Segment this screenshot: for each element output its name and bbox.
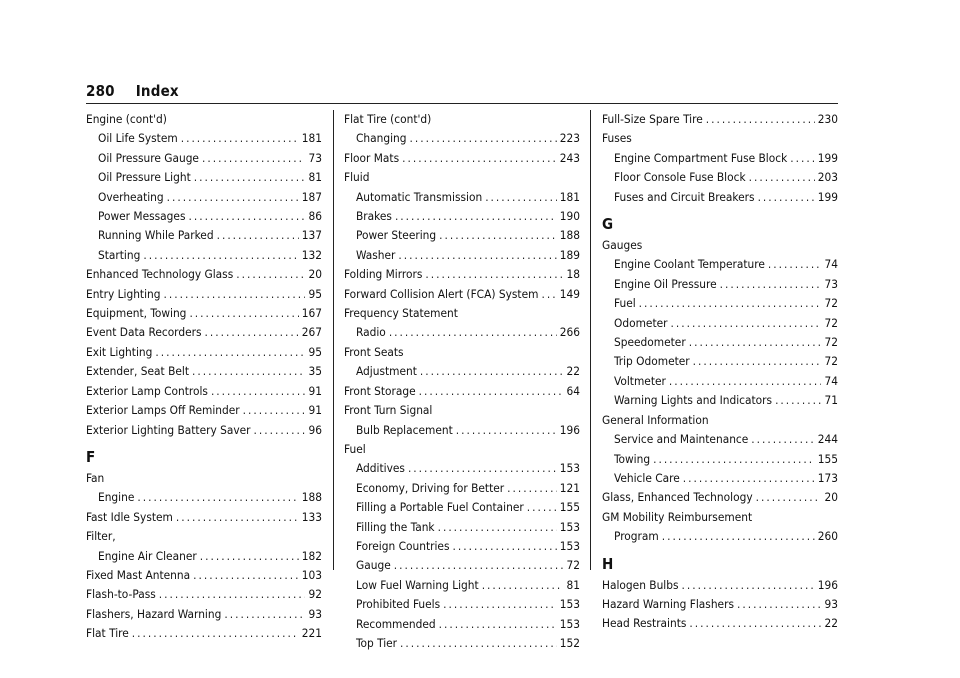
index-heading: Front Turn Signal [344,403,433,418]
entry-page-number[interactable]: 230 [817,112,838,126]
index-heading: Fluid [344,170,370,185]
dot-leader [205,323,299,342]
index-heading: Engine (cont'd) [86,112,167,126]
index-entry[interactable] [344,595,580,614]
entry-label: Economy, Driving for Better [356,480,505,495]
index-heading: Fuel [344,441,366,456]
index-column-1 [86,110,322,644]
index-entry[interactable] [602,110,838,129]
dot-leader [408,459,557,478]
entry-page-number[interactable]: 64 [566,383,580,398]
index-entry[interactable] [344,265,580,284]
dot-leader [689,333,822,352]
dot-leader [143,246,298,265]
dot-leader [541,285,556,304]
index-entry[interactable] [86,382,322,401]
entry-page-number[interactable]: 92 [308,587,322,602]
index-entry[interactable] [344,362,580,381]
entry-label: Prohibited Fuels [356,597,441,612]
entry-label: Exterior Lamp Controls [86,383,208,398]
page-number: 280 [86,82,115,100]
index-entry[interactable] [602,488,838,507]
entry-label: Head Restraints [602,616,687,631]
index-heading: Flat Tire (cont'd) [344,112,432,126]
entry-label: Power Steering [356,228,437,243]
index-entry[interactable] [344,129,580,148]
dot-leader [217,226,299,245]
entry-label: Fixed Mast Antenna [86,567,191,582]
dot-leader [189,304,298,323]
entry-page-number[interactable]: 260 [817,529,838,544]
entry-label: Oil Pressure Light [98,170,191,185]
dot-leader [164,285,306,304]
entry-label: Fuses and Circuit Breakers [614,189,755,204]
dot-leader [669,372,822,391]
entry-label: Vehicle Care [614,470,680,485]
entry-label: Halogen Bulbs [602,577,679,592]
dot-leader [400,634,557,653]
index-entry[interactable] [86,129,322,148]
index-heading: GM Mobility Reimbursement [602,509,753,524]
index-entry[interactable] [344,246,580,265]
entry-label: Engine Air Cleaner [98,548,197,563]
entry-label: Glass, Enhanced Technology [602,490,753,505]
section-letter: F [86,447,96,466]
entry-page-number[interactable]: 189 [559,247,580,262]
dot-leader [527,498,557,517]
entry-page-number[interactable]: 181 [301,131,322,146]
entry-label: Power Messages [98,209,186,224]
entry-label: Oil Life System [98,131,178,146]
entry-label: Running While Parked [98,228,214,243]
entry-page-number[interactable]: 137 [301,228,322,243]
entry-page-number[interactable]: 188 [301,490,322,505]
index-entry[interactable] [602,450,838,469]
index-entry[interactable] [86,401,322,420]
entry-label: Entry Lighting [86,286,161,301]
entry-label: Exit Lighting [86,344,153,359]
entry-page-number[interactable]: 244 [817,432,838,447]
entry-page-number[interactable]: 103 [301,567,322,582]
entry-label: Towing [614,451,651,466]
dot-leader [159,585,306,604]
dot-leader [507,479,557,498]
index-entry[interactable] [86,265,322,284]
entry-label: Engine [98,490,135,505]
dot-leader [758,188,815,207]
entry-label: Radio [356,325,386,340]
dot-leader [181,129,299,148]
entry-page-number[interactable]: 35 [308,364,322,379]
dot-leader [194,168,306,187]
dot-leader [236,265,305,284]
index-entry[interactable] [602,527,838,546]
dot-leader [453,537,557,556]
entry-page-number[interactable]: 152 [559,635,580,650]
entry-page-number[interactable]: 72 [566,558,580,573]
entry-label: Gauge [356,558,391,573]
entry-label: Extender, Seat Belt [86,364,189,379]
dot-leader [720,275,822,294]
entry-page-number[interactable]: 73 [824,276,838,291]
index-entry[interactable] [602,188,838,207]
dot-leader [389,323,557,342]
index-column-3 [602,110,838,634]
dot-leader [394,556,564,575]
entry-page-number[interactable]: 181 [559,189,580,204]
dot-leader [790,149,815,168]
entry-page-number[interactable]: 223 [559,131,580,146]
dot-leader [768,255,822,274]
entry-page-number[interactable]: 155 [817,451,838,466]
index-entry[interactable] [602,333,838,352]
dot-leader [737,595,822,614]
entry-page-number[interactable]: 22 [824,616,838,631]
index-entry[interactable] [602,275,838,294]
index-entry[interactable] [602,430,838,449]
entry-label: Flashers, Hazard Warning [86,606,222,621]
dot-leader [482,576,564,595]
entry-page-number[interactable]: 72 [824,335,838,350]
index-entry[interactable] [602,469,838,488]
dot-leader [671,314,822,333]
section-letter: G [602,215,614,234]
entry-page-number[interactable]: 96 [308,422,322,437]
entry-label: Adjustment [356,364,417,379]
entry-page-number[interactable]: 93 [308,606,322,621]
entry-page-number[interactable]: 266 [559,325,580,340]
dot-leader [775,391,821,410]
entry-page-number[interactable]: 196 [559,422,580,437]
entry-label: Changing [356,131,407,146]
index-entry[interactable] [86,547,322,566]
entry-label: Floor Console Fuse Block [614,170,746,185]
index-entry[interactable] [602,314,838,333]
index-entry[interactable] [344,226,580,245]
index-entry[interactable] [602,372,838,391]
entry-label: Flat Tire [86,626,129,641]
index-entry[interactable] [602,595,838,614]
entry-label: Engine Coolant Temperature [614,257,765,272]
entry-label: Enhanced Technology Glass [86,267,234,282]
entry-label: Starting [98,247,141,262]
index-entry[interactable] [602,576,838,595]
entry-label: Service and Maintenance [614,432,749,447]
entry-page-number[interactable]: 95 [308,344,322,359]
index-heading: Frequency Statement [344,306,458,321]
dot-leader [395,207,557,226]
index-entry[interactable] [602,294,838,313]
entry-page-number[interactable]: 74 [824,257,838,272]
entry-label: Top Tier [356,635,398,650]
dot-leader [689,614,821,633]
entry-page-number[interactable]: 182 [301,548,322,563]
entry-label: Odometer [614,315,668,330]
index-entry[interactable] [86,362,322,381]
entry-label: Exterior Lighting Battery Saver [86,422,251,437]
page-header [86,82,179,100]
dot-leader [756,488,822,507]
index-entry[interactable] [344,479,580,498]
dot-leader [188,207,305,226]
entry-label: Brakes [356,209,392,224]
index-entry[interactable] [344,207,580,226]
entry-page-number[interactable]: 71 [824,393,838,408]
entry-label: Engine Compartment Fuse Block [614,150,788,165]
entry-label: Front Storage [344,383,416,398]
entry-page-number[interactable]: 190 [559,209,580,224]
dot-leader [419,382,564,401]
index-entry[interactable] [86,246,322,265]
index-entry[interactable] [86,605,322,624]
entry-page-number[interactable]: 72 [824,354,838,369]
entry-page-number[interactable]: 199 [817,189,838,204]
entry-label: Forward Collision Alert (FCA) System [344,286,539,301]
entry-label: Trip Odometer [614,354,690,369]
entry-page-number[interactable]: 203 [817,170,838,185]
index-entry[interactable] [344,459,580,478]
index-entry[interactable] [86,488,322,507]
entry-page-number[interactable]: 153 [559,538,580,553]
dot-leader [485,188,557,207]
entry-page-number[interactable]: 149 [559,286,580,301]
dot-leader [254,421,306,440]
entry-page-number[interactable]: 153 [559,519,580,534]
entry-page-number[interactable]: 95 [308,286,322,301]
section-letter: H [602,554,614,573]
entry-label: Warning Lights and Indicators [614,393,773,408]
index-entry[interactable] [344,149,580,168]
entry-label: Floor Mats [344,150,400,165]
entry-page-number[interactable]: 153 [559,597,580,612]
entry-label: Filling the Tank [356,519,435,534]
entry-page-number[interactable]: 18 [566,267,580,282]
dot-leader [443,595,557,614]
entry-page-number[interactable]: 133 [301,509,322,524]
entry-label: Event Data Recorders [86,325,202,340]
index-entry[interactable] [86,285,322,304]
dot-leader [706,110,815,129]
entry-page-number[interactable]: 173 [817,470,838,485]
dot-leader [193,566,299,585]
index-entry[interactable] [86,585,322,604]
index-entry[interactable] [602,614,838,633]
dot-leader [243,401,306,420]
entry-page-number[interactable]: 86 [308,209,322,224]
dot-leader [132,624,299,643]
entry-label: Foreign Countries [356,538,450,553]
entry-page-number[interactable]: 93 [824,596,838,611]
index-entry[interactable] [344,518,580,537]
dot-leader [693,352,822,371]
entry-label: Engine Oil Pressure [614,276,717,291]
index-heading: Gauges [602,238,643,253]
entry-label: Speedometer [614,335,686,350]
entry-page-number[interactable]: 81 [566,577,580,592]
index-column-2 [344,110,580,653]
entry-label: Fast Idle System [86,509,173,524]
entry-label: Fuel [614,296,636,311]
dot-leader [398,246,556,265]
dot-leader [420,362,564,381]
index-entry[interactable] [86,188,322,207]
entry-page-number[interactable]: 20 [824,490,838,505]
entry-label: Low Fuel Warning Light [356,577,479,592]
entry-page-number[interactable]: 74 [824,373,838,388]
entry-label: Oil Pressure Gauge [98,150,199,165]
entry-page-number[interactable]: 132 [301,247,322,262]
dot-leader [439,226,557,245]
entry-label: Washer [356,247,396,262]
dot-leader [751,430,814,449]
index-entry[interactable] [602,168,838,187]
index-entry[interactable] [602,352,838,371]
entry-page-number[interactable]: 153 [559,461,580,476]
index-heading: Filter, [86,529,116,544]
entry-page-number[interactable]: 155 [559,500,580,515]
dot-leader [425,265,563,284]
index-entry[interactable] [86,566,322,585]
dot-leader [192,362,305,381]
dot-leader [639,294,822,313]
index-entry[interactable] [86,304,322,323]
dot-leader [682,576,815,595]
entry-page-number[interactable]: 187 [301,189,322,204]
index-entry[interactable] [344,615,580,634]
index-entry[interactable] [344,556,580,575]
index-entry[interactable] [86,168,322,187]
entry-page-number[interactable]: 153 [559,616,580,631]
dot-leader [155,343,305,362]
entry-label: Hazard Warning Flashers [602,596,734,611]
entry-page-number[interactable]: 188 [559,228,580,243]
index-entry[interactable] [86,624,322,643]
dot-leader [402,149,557,168]
index-entry[interactable] [602,149,838,168]
index-entry[interactable] [86,149,322,168]
index-entry[interactable] [344,498,580,517]
dot-leader [202,149,306,168]
index-heading: Fan [86,470,105,485]
index-entry[interactable] [344,382,580,401]
entry-label: Voltmeter [614,373,666,388]
dot-leader [662,527,815,546]
entry-page-number[interactable]: 267 [301,325,322,340]
index-entry[interactable] [86,343,322,362]
entry-page-number[interactable]: 22 [566,364,580,379]
page-title: Index [135,82,179,100]
dot-leader [749,168,815,187]
dot-leader [683,469,815,488]
entry-label: Flash-to-Pass [86,587,156,602]
index-heading: General Information [602,412,709,427]
dot-leader [176,508,299,527]
entry-page-number[interactable]: 81 [308,170,322,185]
entry-label: Folding Mirrors [344,267,423,282]
index-entry[interactable] [344,537,580,556]
entry-label: Program [614,529,659,544]
index-entry[interactable] [344,634,580,653]
index-entry[interactable] [86,323,322,342]
entry-label: Additives [356,461,405,476]
index-entry[interactable] [344,285,580,304]
entry-page-number[interactable]: 243 [559,150,580,165]
entry-page-number[interactable]: 196 [817,577,838,592]
header-rule [86,103,838,104]
dot-leader [439,615,557,634]
dot-leader [653,450,815,469]
entry-label: Filling a Portable Fuel Container [356,500,524,515]
entry-page-number[interactable]: 91 [308,383,322,398]
entry-page-number[interactable]: 91 [308,403,322,418]
dot-leader [167,188,299,207]
index-entry[interactable] [344,323,580,342]
index-entry[interactable] [86,508,322,527]
index-heading: Fuses [602,131,632,146]
dot-leader [137,488,298,507]
index-heading: Front Seats [344,344,404,359]
index-entry[interactable] [344,576,580,595]
index-entry[interactable] [86,226,322,245]
index-entry[interactable] [602,255,838,274]
entry-page-number[interactable]: 20 [308,267,322,282]
entry-label: Exterior Lamps Off Reminder [86,403,240,418]
entry-page-number[interactable]: 72 [824,296,838,311]
entry-label: Bulb Replacement [356,422,453,437]
dot-leader [200,547,299,566]
entry-label: Recommended [356,616,436,631]
entry-page-number[interactable]: 121 [559,480,580,495]
index-entry[interactable] [344,421,580,440]
column-divider-1 [333,110,334,570]
column-divider-2 [590,110,591,570]
index-entry[interactable] [602,391,838,410]
entry-page-number[interactable]: 73 [308,150,322,165]
entry-label: Automatic Transmission [356,189,483,204]
dot-leader [224,605,305,624]
entry-page-number[interactable]: 199 [817,150,838,165]
dot-leader [456,421,557,440]
entry-label: Equipment, Towing [86,306,187,321]
entry-page-number[interactable]: 221 [301,626,322,641]
index-entry[interactable] [86,207,322,226]
entry-label: Overheating [98,189,164,204]
dot-leader [438,518,557,537]
dot-leader [211,382,306,401]
index-entry[interactable] [86,421,322,440]
entry-label: Full-Size Spare Tire [602,112,703,126]
entry-page-number[interactable]: 72 [824,315,838,330]
index-entry[interactable] [344,188,580,207]
dot-leader [410,129,557,148]
entry-page-number[interactable]: 167 [301,306,322,321]
